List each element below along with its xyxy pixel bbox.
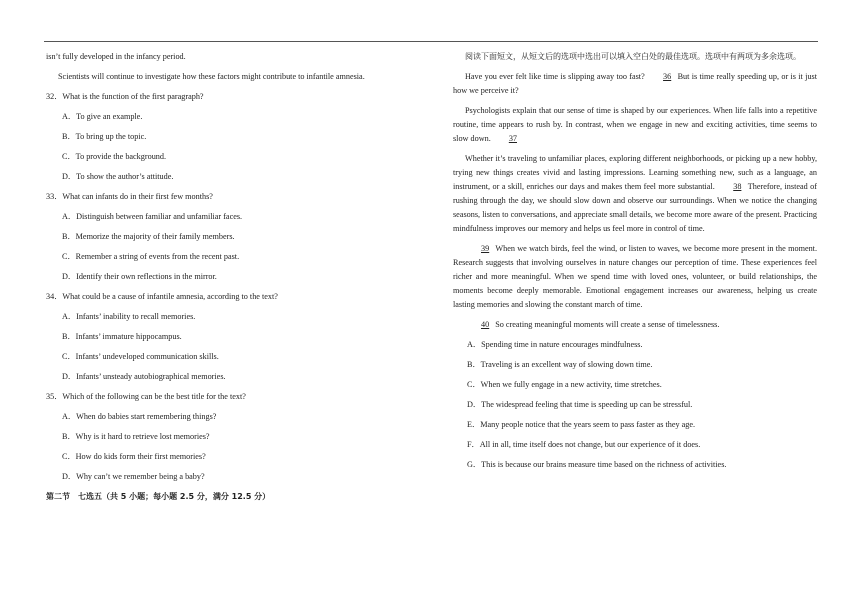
section-heading: 第二节 七选五（共 5 小题；每小题 2.5 分，满分 12.5 分） bbox=[46, 492, 271, 501]
paragraph-text: But is time really speeding up, or is it just how we perceive it? bbox=[453, 72, 817, 95]
question-stem: 35．Which of the following can be the best title for the text? bbox=[46, 392, 246, 401]
option-a: A．Infants’ inability to recall memories. bbox=[62, 312, 196, 321]
paragraph-text: So creating meaningful moments will create a sense of timelessness. bbox=[495, 320, 720, 329]
right-column bbox=[453, 50, 817, 472]
option-b: B．Infants’ immature hippocampus. bbox=[62, 332, 182, 341]
choice-c: C．When we fully engage in a new activity, time stretches. bbox=[467, 380, 662, 389]
paragraph-4 bbox=[453, 242, 817, 312]
blank-40: 40 bbox=[481, 320, 490, 329]
paragraph-text: Therefore, instead of rushing through the day, we should slow down and observe our surroundings. When we notice the changing seasons, listen to conversations, and appreciate small details, we become more aware of the present. Practicing mindfulness improves our memory and helps us feel more in control of time. bbox=[453, 182, 817, 233]
paragraph-text: Whether it’s traveling to unfamiliar places, exploring different neighborhoods, or picking up a new hobby, trying new things creates vivid and lasting impressions. Learning something new, such as a language, an instrument, or a skill, enriches our days and makes them feel more substantial. bbox=[453, 154, 817, 191]
choice-d: D．The widespread feeling that time is speeding up can be stressful. bbox=[467, 400, 693, 409]
choice-f: F．All in all, time itself does not change, but our experience of it does. bbox=[467, 440, 701, 449]
option-b: B．To bring up the topic. bbox=[62, 132, 147, 141]
option-d: D．Why can’t we remember being a baby? bbox=[62, 472, 205, 481]
instructions: 阅读下面短文，从短文后的选项中选出可以填入空白处的最佳选项。选项中有两项为多余选项。 bbox=[465, 52, 801, 61]
choice-b: B．Traveling is an excellent way of slowing down time. bbox=[467, 360, 653, 369]
question-stem: 34．What could be a cause of infantile amnesia, according to the text? bbox=[46, 292, 278, 301]
choice-a: A．Spending time in nature encourages mindfulness. bbox=[467, 340, 643, 349]
option-c: C．How do kids form their first memories? bbox=[62, 452, 206, 461]
continued-text: isn’t fully developed in the infancy period. bbox=[46, 52, 186, 61]
option-b: B．Memorize the majority of their family members. bbox=[62, 232, 235, 241]
option-c: C．Remember a string of events from the recent past. bbox=[62, 252, 240, 261]
option-d: D．To show the author’s attitude. bbox=[62, 172, 174, 181]
paragraph-3 bbox=[453, 152, 817, 236]
left-column bbox=[46, 50, 410, 504]
continued-paragraph: Scientists will continue to investigate how these factors might contribute to infantile amnesia. bbox=[58, 72, 365, 81]
paragraph-1 bbox=[453, 70, 817, 98]
option-a: A．To give an example. bbox=[62, 112, 143, 121]
option-c: C．Infants’ undeveloped communication skills. bbox=[62, 352, 219, 361]
paragraph-2 bbox=[453, 104, 817, 146]
option-c: C．To provide the background. bbox=[62, 152, 167, 161]
option-d: D．Infants’ unsteady autobiographical memories. bbox=[62, 372, 226, 381]
option-a: A．Distinguish between familiar and unfamiliar faces. bbox=[62, 212, 243, 221]
question-stem: 32．What is the function of the first paragraph? bbox=[46, 92, 204, 101]
choice-g: G．This is because our brains measure time based on the richness of activities. bbox=[467, 460, 727, 469]
blank-39: 39 bbox=[481, 244, 490, 253]
paragraph-text: Have you ever felt like time is slipping away too fast? bbox=[465, 72, 645, 81]
question-35 bbox=[46, 390, 410, 484]
blank-38: 38 bbox=[733, 182, 742, 191]
question-32 bbox=[46, 90, 410, 184]
option-b: B．Why is it hard to retrieve lost memories? bbox=[62, 432, 210, 441]
paragraph-text: When we watch birds, feel the wind, or listen to waves, we become more present in the moment. Research suggests that involving ourselves in nature changes our perception of time. These experiences feel richer and more meaningful. When we spend time with loved ones, volunteer, or build relationships, the moments become deeply memorable. Emotional engagement increases our awareness, helping us create lasting memories and slowing the constant march of time. bbox=[453, 244, 817, 309]
question-stem: 33．What can infants do in their first few months? bbox=[46, 192, 213, 201]
option-a: A．When do babies start remembering things? bbox=[62, 412, 217, 421]
question-33 bbox=[46, 190, 410, 284]
blank-36: 36 bbox=[663, 72, 672, 81]
blank-37: 37 bbox=[508, 134, 517, 143]
header-rule bbox=[44, 41, 818, 42]
option-d: D．Identify their own reflections in the mirror. bbox=[62, 272, 217, 281]
paragraph-5 bbox=[453, 318, 817, 332]
choice-e: E．Many people notice that the years seem to pass faster as they age. bbox=[467, 420, 696, 429]
paragraph-text: Psychologists explain that our sense of time is shaped by our experiences. When life falls into a repetitive routine, time appears to rush by. In contrast, when we engage in new and exciting activities, time seems to slow down. bbox=[453, 106, 817, 143]
question-34 bbox=[46, 290, 410, 384]
